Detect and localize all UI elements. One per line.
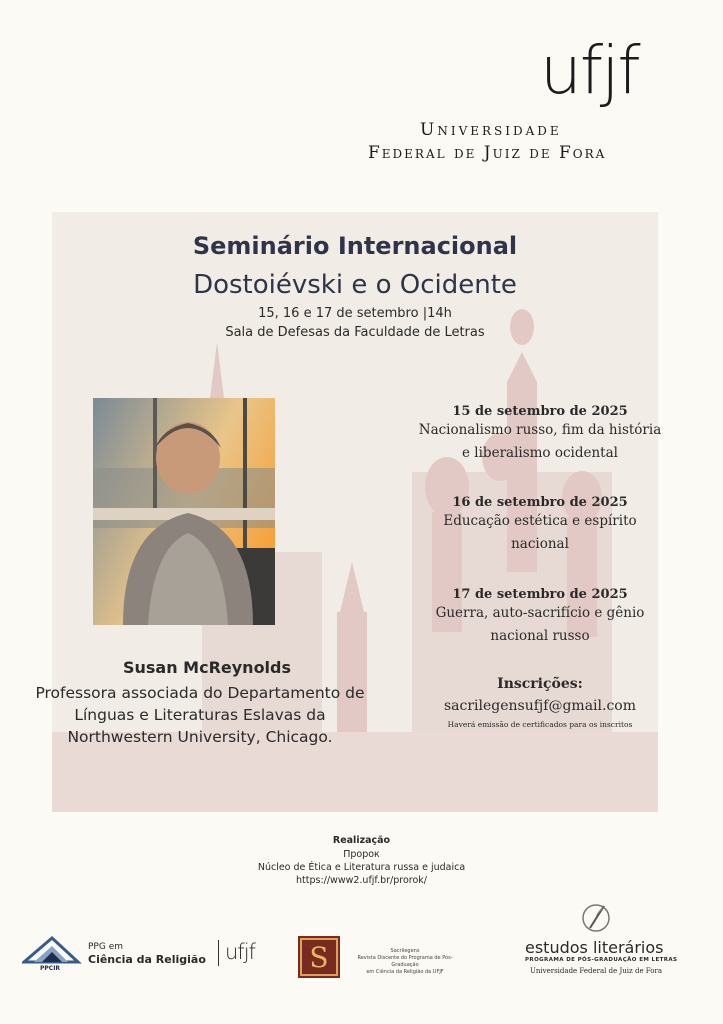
schedule-topic-line: Nacionalismo russo, fim da história	[418, 422, 662, 438]
schedule-date: 15 de setembro de 2025	[452, 404, 628, 419]
speaker-description-line: Northwestern University, Chicago.	[67, 728, 333, 746]
schedule-item	[400, 404, 680, 465]
ppcir-logo	[22, 932, 82, 972]
event-subtitle: Dostoiévski e o Ocidente	[193, 270, 517, 300]
speaker-photo	[93, 398, 275, 625]
schedule-date: 16 de setembro de 2025	[452, 495, 628, 510]
estudos-literarios-title: estudos literários	[525, 938, 664, 957]
speaker-description-line: Professora associada do Departamento de	[35, 684, 365, 702]
sacrilegens-line: Revista Discente do Programa de Pós-Graduação	[357, 955, 453, 968]
schedule-topic-line: nacional	[511, 536, 569, 552]
realizacao-link[interactable]: https://www2.ufjf.br/prorok/	[296, 875, 427, 886]
schedule-item	[400, 495, 680, 556]
ppg-line2: Ciência da Religião	[88, 953, 206, 966]
estudos-literarios-subtitle: PROGRAMA DE PÓS-GRADUAÇÃO EM LETRAS	[525, 957, 678, 963]
sacrilegens-logo	[298, 936, 340, 978]
speaker-description	[20, 682, 380, 748]
registration-email[interactable]: sacrilegensufjf@gmail.com	[443, 698, 636, 714]
estudos-literarios-university: Universidade Federal de Juiz de Fora	[530, 967, 663, 975]
schedule-date: 17 de setembro de 2025	[452, 587, 628, 602]
schedule-topic-line: Guerra, auto-sacrifício e gênio	[435, 605, 645, 621]
university-name-line1: Universidade	[420, 120, 562, 140]
ufjf-logo-mark: ufjf	[540, 32, 639, 109]
realizacao-line: Núcleo de Ética e Literatura russa e judaica	[257, 862, 466, 873]
sacrilegens-text	[345, 948, 465, 976]
sacrilegens-line: Sacrilegens	[390, 948, 420, 954]
speaker-name: Susan McReynolds	[122, 658, 292, 677]
schedule-topic-line: nacional russo	[490, 628, 590, 644]
event-title: Seminário Internacional	[192, 232, 518, 260]
realizacao-line: Пророк	[343, 849, 380, 860]
speaker-description-line: Línguas e Literaturas Eslavas da	[74, 706, 326, 724]
schedule-topic-line: e liberalismo ocidental	[462, 445, 618, 461]
registration-title: Inscrições:	[497, 676, 583, 692]
schedule-topic-line: Educação estética e espírito	[443, 513, 637, 529]
ppg-line1: PPG em	[88, 942, 123, 952]
ppcir-label: PPCIR	[40, 965, 61, 972]
schedule-item	[400, 587, 680, 648]
svg-text:S: S	[309, 941, 329, 974]
university-name-line2: Federal de Juiz de Fora	[368, 143, 607, 163]
footer-divider	[218, 940, 219, 966]
event-dates: 15, 16 e 17 de setembro |14h	[258, 306, 452, 321]
sacrilegens-line: em Ciência da Religião da UFJF	[366, 969, 444, 975]
realizacao-heading: Realização	[332, 835, 391, 846]
certificate-note: Haverá emissão de certificados para os inscritos	[447, 720, 633, 729]
feather-emblem-icon	[580, 900, 612, 936]
event-room: Sala de Defesas da Faculdade de Letras	[225, 325, 485, 340]
ufjf-small-logo: ufjf	[225, 940, 255, 964]
